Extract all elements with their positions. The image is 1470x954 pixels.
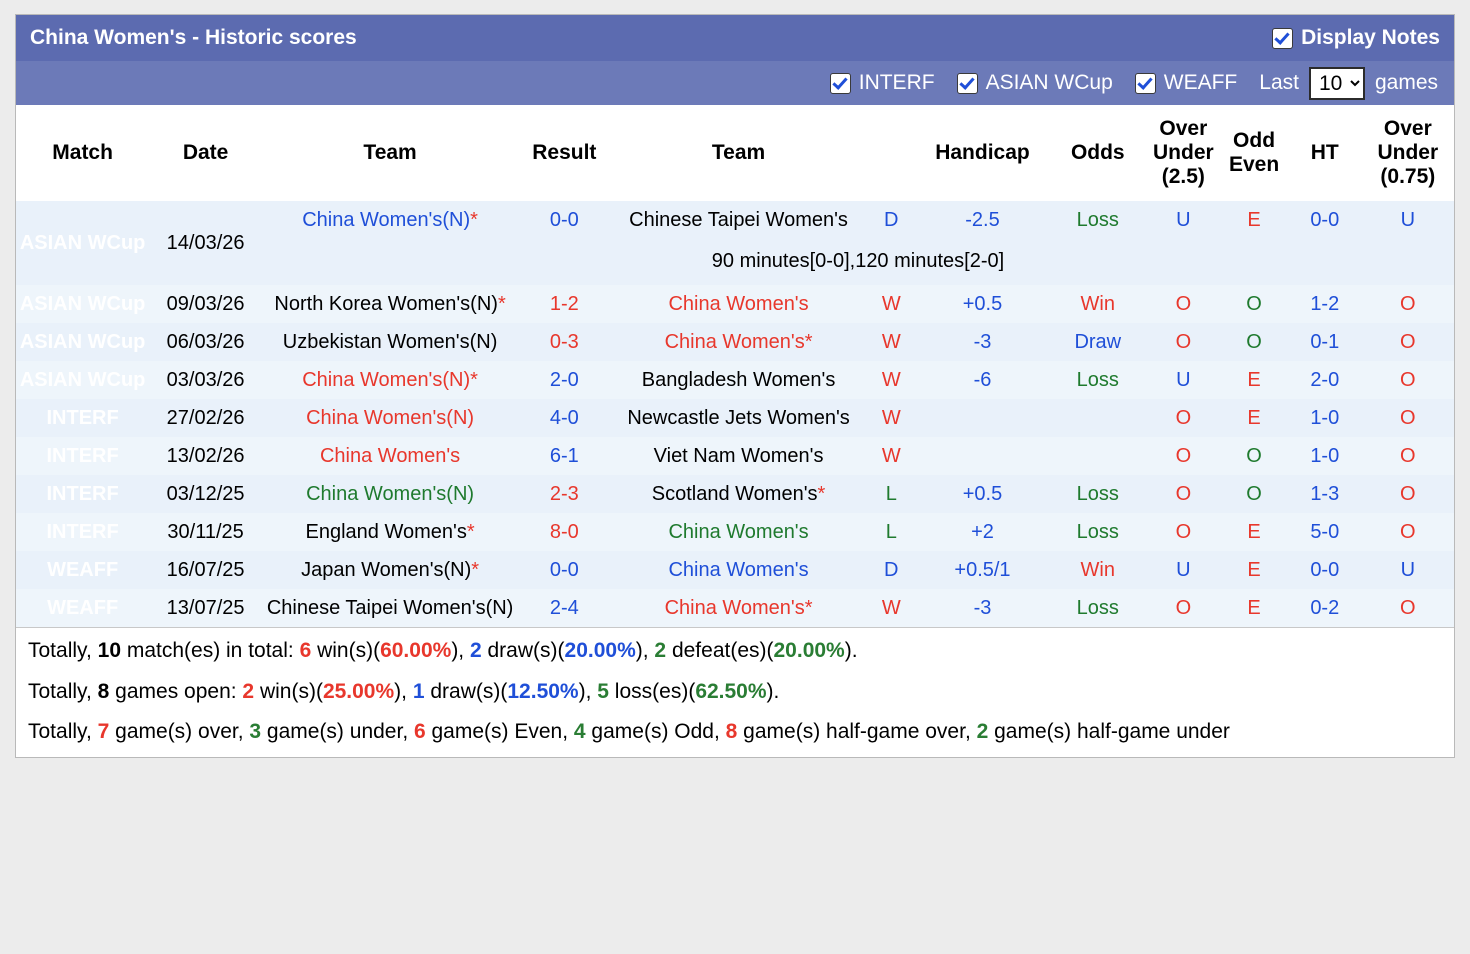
summary-l1-text3: win(s)( <box>311 639 381 663</box>
games-label: games <box>1374 71 1438 94</box>
checkbox-icon[interactable] <box>1272 28 1293 49</box>
handicap-value: +0.5/1 <box>916 551 1049 589</box>
summary-draws: 2 <box>469 639 482 663</box>
league-badge: INTERF <box>16 399 149 437</box>
note-asterisk: * <box>466 521 475 544</box>
league-badge: INTERF <box>16 437 149 475</box>
summary-line-total <box>28 638 1442 664</box>
table-row[interactable] <box>16 285 1454 323</box>
odd-even: E <box>1220 551 1288 589</box>
outcome-letter: W <box>867 437 916 475</box>
last-games-control <box>1259 67 1438 100</box>
match-result: 6-1 <box>518 437 610 475</box>
summary-total-matches: 10 <box>97 639 121 663</box>
over-under-075: O <box>1362 285 1454 323</box>
filter-interf-label: INTERF <box>858 71 935 94</box>
over-under-075: O <box>1362 475 1454 513</box>
summary-l3-text6: game(s) half-game over, <box>737 719 977 743</box>
table-row[interactable] <box>16 437 1454 475</box>
summary-l1-text4: ), <box>451 639 470 663</box>
col-result: Result <box>518 105 610 201</box>
col-ou075-line3: (0.75) <box>1380 165 1436 189</box>
league-badge: INTERF <box>16 513 149 551</box>
col-match: Match <box>16 105 149 201</box>
half-time-score: 1-2 <box>1288 285 1362 323</box>
note-asterisk: * <box>804 597 813 620</box>
table-header-row <box>16 105 1454 201</box>
note-asterisk: * <box>470 209 478 232</box>
odds-result: Loss <box>1049 589 1146 627</box>
filter-asian-wcup[interactable] <box>957 71 1113 95</box>
home-team: Japan Women's(N)* <box>262 551 518 589</box>
half-time-score: 0-1 <box>1288 323 1362 361</box>
display-notes-toggle[interactable] <box>1272 26 1440 50</box>
note-asterisk: * <box>471 559 480 582</box>
handicap-value: -6 <box>916 361 1049 399</box>
match-result: 8-0 <box>518 513 610 551</box>
odds-result: Win <box>1049 285 1146 323</box>
home-team: China Women's(N)* <box>262 361 518 399</box>
summary-l2-text2: games open: <box>109 679 243 703</box>
match-date: 30/11/25 <box>149 513 262 551</box>
note-asterisk: * <box>470 369 478 392</box>
match-result: 4-0 <box>518 399 610 437</box>
filter-weaff-label: WEAFF <box>1163 71 1238 94</box>
outcome-letter: W <box>867 589 916 627</box>
summary-l1-text1: Totally, <box>28 639 98 663</box>
odd-even: O <box>1220 437 1288 475</box>
match-date: 13/07/25 <box>149 589 262 627</box>
league-badge: ASIAN WCup <box>16 323 149 361</box>
col-ou25-line1: Over <box>1159 117 1208 140</box>
table-row[interactable] <box>16 399 1454 437</box>
summary-draws-pct: 20.00% <box>564 639 636 663</box>
summary-even: 6 <box>413 719 426 743</box>
away-team: Scotland Women's* <box>610 475 866 513</box>
odds-result: Draw <box>1049 323 1146 361</box>
checkbox-icon[interactable] <box>830 73 851 94</box>
col-wl <box>867 105 916 201</box>
table-body <box>16 201 1454 627</box>
table-row[interactable] <box>16 513 1454 551</box>
col-ou075-line1: Over <box>1383 117 1432 140</box>
historic-scores-panel <box>15 14 1455 758</box>
summary-l2-text4: ), <box>394 679 413 703</box>
summary-line-open <box>28 679 1442 705</box>
summary-l1-text8: ). <box>844 639 858 663</box>
outcome-letter: L <box>867 475 916 513</box>
col-odds: Odds <box>1049 105 1146 201</box>
summary-line-overunder <box>28 719 1442 745</box>
odds-result: Win <box>1049 551 1146 589</box>
match-date: 09/03/26 <box>149 285 262 323</box>
col-ht: HT <box>1288 105 1362 201</box>
summary-open-games: 8 <box>97 679 110 703</box>
over-under-25: O <box>1146 589 1220 627</box>
match-result: 0-3 <box>518 323 610 361</box>
odds-result <box>1049 399 1146 437</box>
filter-weaff[interactable] <box>1135 71 1238 95</box>
match-result: 2-0 <box>518 361 610 399</box>
historic-scores-table <box>16 105 1454 627</box>
summary-open-draws-pct: 12.50% <box>507 679 579 703</box>
away-team: Newcastle Jets Women's <box>610 399 866 437</box>
half-time-score: 0-2 <box>1288 589 1362 627</box>
half-time-score: 0-0 <box>1288 551 1362 589</box>
panel-titlebar <box>16 15 1454 61</box>
summary-l3-text4: game(s) Even, <box>425 719 574 743</box>
filter-bar <box>16 61 1454 105</box>
odds-result: Loss <box>1049 201 1146 239</box>
summary-open-draws: 1 <box>412 679 425 703</box>
table-row[interactable] <box>16 589 1454 627</box>
summary-open-wins-pct: 25.00% <box>322 679 395 703</box>
col-team-home: Team <box>262 105 518 201</box>
col-handicap: Handicap <box>916 105 1049 201</box>
checkbox-icon[interactable] <box>1135 73 1156 94</box>
odd-even: E <box>1220 589 1288 627</box>
filter-interf[interactable] <box>830 71 935 95</box>
summary-open-wins: 2 <box>242 679 255 703</box>
match-date: 03/03/26 <box>149 361 262 399</box>
handicap-value: +0.5 <box>916 475 1049 513</box>
over-under-25: O <box>1146 285 1220 323</box>
summary-l2-text6: ), <box>578 679 598 703</box>
match-result: 2-3 <box>518 475 610 513</box>
half-time-score: 2-0 <box>1288 361 1362 399</box>
over-under-075: O <box>1362 361 1454 399</box>
away-team: China Women's* <box>610 589 866 627</box>
odd-even: O <box>1220 475 1288 513</box>
page-title: China Women's - Historic scores <box>30 26 357 49</box>
away-team: China Women's <box>610 513 866 551</box>
over-under-075: O <box>1362 589 1454 627</box>
summary-l1-text6: ), <box>635 639 655 663</box>
filter-asian-wcup-label: ASIAN WCup <box>985 71 1113 94</box>
summary-open-losses: 5 <box>597 679 609 703</box>
summary-wins-pct: 60.00% <box>380 639 452 663</box>
summary-wins: 6 <box>299 639 312 663</box>
away-team: China Women's <box>610 285 866 323</box>
over-under-25: U <box>1146 201 1220 239</box>
match-result: 1-2 <box>518 285 610 323</box>
summary-l3-text3: game(s) under, <box>261 719 414 743</box>
over-under-075: O <box>1362 437 1454 475</box>
outcome-letter: L <box>867 513 916 551</box>
table-row[interactable] <box>16 361 1454 399</box>
half-time-score: 0-0 <box>1288 201 1362 239</box>
col-odd-even <box>1220 105 1288 201</box>
away-team: Bangladesh Women's <box>610 361 866 399</box>
over-under-075: O <box>1362 513 1454 551</box>
half-time-score: 1-0 <box>1288 399 1362 437</box>
outcome-letter: W <box>867 323 916 361</box>
odd-even: E <box>1220 399 1288 437</box>
over-under-075: O <box>1362 399 1454 437</box>
odd-even: E <box>1220 513 1288 551</box>
match-note: 90 minutes[0-0],120 minutes[2-0] <box>262 239 1454 285</box>
summary-l2-text8: ). <box>766 679 780 703</box>
home-team: Chinese Taipei Women's(N) <box>262 589 518 627</box>
half-time-score: 1-0 <box>1288 437 1362 475</box>
handicap-value <box>916 399 1049 437</box>
over-under-25: O <box>1146 513 1220 551</box>
handicap-value: +2 <box>916 513 1049 551</box>
summary-l3-text2: game(s) over, <box>109 719 250 743</box>
over-under-075: U <box>1362 551 1454 589</box>
match-date: 14/03/26 <box>149 201 262 285</box>
summary-l1-text7: defeat(es)( <box>666 639 774 663</box>
games-count-select[interactable] <box>1309 67 1365 100</box>
odd-even: E <box>1220 361 1288 399</box>
table-row[interactable] <box>16 323 1454 361</box>
league-badge: WEAFF <box>16 589 149 627</box>
home-team: North Korea Women's(N)* <box>262 285 518 323</box>
summary-defeats-pct: 20.00% <box>773 639 845 663</box>
summary-half-under: 2 <box>976 719 989 743</box>
handicap-value: -3 <box>916 323 1049 361</box>
home-team: China Women's <box>262 437 518 475</box>
col-team-away: Team <box>610 105 866 201</box>
over-under-25: U <box>1146 361 1220 399</box>
match-date: 03/12/25 <box>149 475 262 513</box>
over-under-075: O <box>1362 323 1454 361</box>
note-asterisk: * <box>497 293 506 316</box>
match-date: 06/03/26 <box>149 323 262 361</box>
table-row[interactable] <box>16 551 1454 589</box>
half-time-score: 5-0 <box>1288 513 1362 551</box>
odd-even: E <box>1220 201 1288 239</box>
summary-open-losses-pct: 62.50% <box>695 679 767 703</box>
odds-result: Loss <box>1049 361 1146 399</box>
over-under-25: O <box>1146 437 1220 475</box>
table-row[interactable] <box>16 201 1454 239</box>
odd-even: O <box>1220 285 1288 323</box>
summary-l3-text5: game(s) Odd, <box>585 719 726 743</box>
odds-result: Loss <box>1049 475 1146 513</box>
summary-l2-text1: Totally, <box>28 679 98 703</box>
over-under-25: O <box>1146 475 1220 513</box>
outcome-letter: W <box>867 361 916 399</box>
home-team: China Women's(N) <box>262 399 518 437</box>
col-oe-line1: Odd <box>1233 129 1276 153</box>
away-team: Viet Nam Women's <box>610 437 866 475</box>
outcome-letter: W <box>867 285 916 323</box>
match-date: 16/07/25 <box>149 551 262 589</box>
home-team: Uzbekistan Women's(N) <box>262 323 518 361</box>
odd-even: O <box>1220 323 1288 361</box>
summary-odd: 4 <box>573 719 586 743</box>
over-under-25: U <box>1146 551 1220 589</box>
summary-l2-text5: draw(s)( <box>424 679 508 703</box>
handicap-value <box>916 437 1049 475</box>
odds-result: Loss <box>1049 513 1146 551</box>
home-team: China Women's(N)* <box>262 201 518 239</box>
home-team: China Women's(N) <box>262 475 518 513</box>
checkbox-icon[interactable] <box>957 73 978 94</box>
summary-l1-text5: draw(s)( <box>481 639 565 663</box>
last-label: Last <box>1259 71 1299 94</box>
col-oe-line2: Even <box>1228 153 1280 177</box>
outcome-letter: D <box>867 551 916 589</box>
over-under-25: O <box>1146 323 1220 361</box>
col-ou25-line3: (2.5) <box>1161 165 1205 189</box>
summary-section <box>16 627 1454 757</box>
league-badge: ASIAN WCup <box>16 285 149 323</box>
note-asterisk: * <box>817 483 826 506</box>
match-result: 0-0 <box>518 201 610 239</box>
league-badge: INTERF <box>16 475 149 513</box>
summary-l3-text1: Totally, <box>28 719 98 743</box>
league-badge: WEAFF <box>16 551 149 589</box>
match-result: 0-0 <box>518 551 610 589</box>
outcome-letter: D <box>867 201 916 239</box>
half-time-score: 1-3 <box>1288 475 1362 513</box>
away-team: China Women's* <box>610 323 866 361</box>
league-badge: ASIAN WCup <box>16 361 149 399</box>
handicap-value: +0.5 <box>916 285 1049 323</box>
league-badge: ASIAN WCup <box>16 201 149 285</box>
summary-l2-text3: win(s)( <box>254 679 323 703</box>
away-team: China Women's <box>610 551 866 589</box>
summary-under: 3 <box>249 719 262 743</box>
note-asterisk: * <box>804 331 813 354</box>
match-date: 13/02/26 <box>149 437 262 475</box>
outcome-letter: W <box>867 399 916 437</box>
table-row[interactable] <box>16 475 1454 513</box>
summary-l2-text7: loss(es)( <box>608 679 696 703</box>
col-date: Date <box>149 105 262 201</box>
match-date: 27/02/26 <box>149 399 262 437</box>
summary-over: 7 <box>97 719 110 743</box>
over-under-075: U <box>1362 201 1454 239</box>
over-under-25: O <box>1146 399 1220 437</box>
odds-result <box>1049 437 1146 475</box>
col-ou075-line2: Under <box>1377 141 1439 165</box>
summary-defeats: 2 <box>654 639 667 663</box>
col-ou25-line2: Under <box>1153 141 1214 165</box>
away-team: Chinese Taipei Women's <box>610 201 866 239</box>
match-result: 2-4 <box>518 589 610 627</box>
handicap-value: -2.5 <box>916 201 1049 239</box>
summary-half-over: 8 <box>725 719 738 743</box>
col-over-under-075 <box>1362 105 1454 201</box>
handicap-value: -3 <box>916 589 1049 627</box>
summary-l1-text2: match(es) in total: <box>121 639 300 663</box>
summary-l3-text7: game(s) half-game under <box>988 719 1230 743</box>
home-team: England Women's* <box>262 513 518 551</box>
display-notes-label: Display Notes <box>1301 26 1440 49</box>
col-over-under-25 <box>1146 105 1220 201</box>
